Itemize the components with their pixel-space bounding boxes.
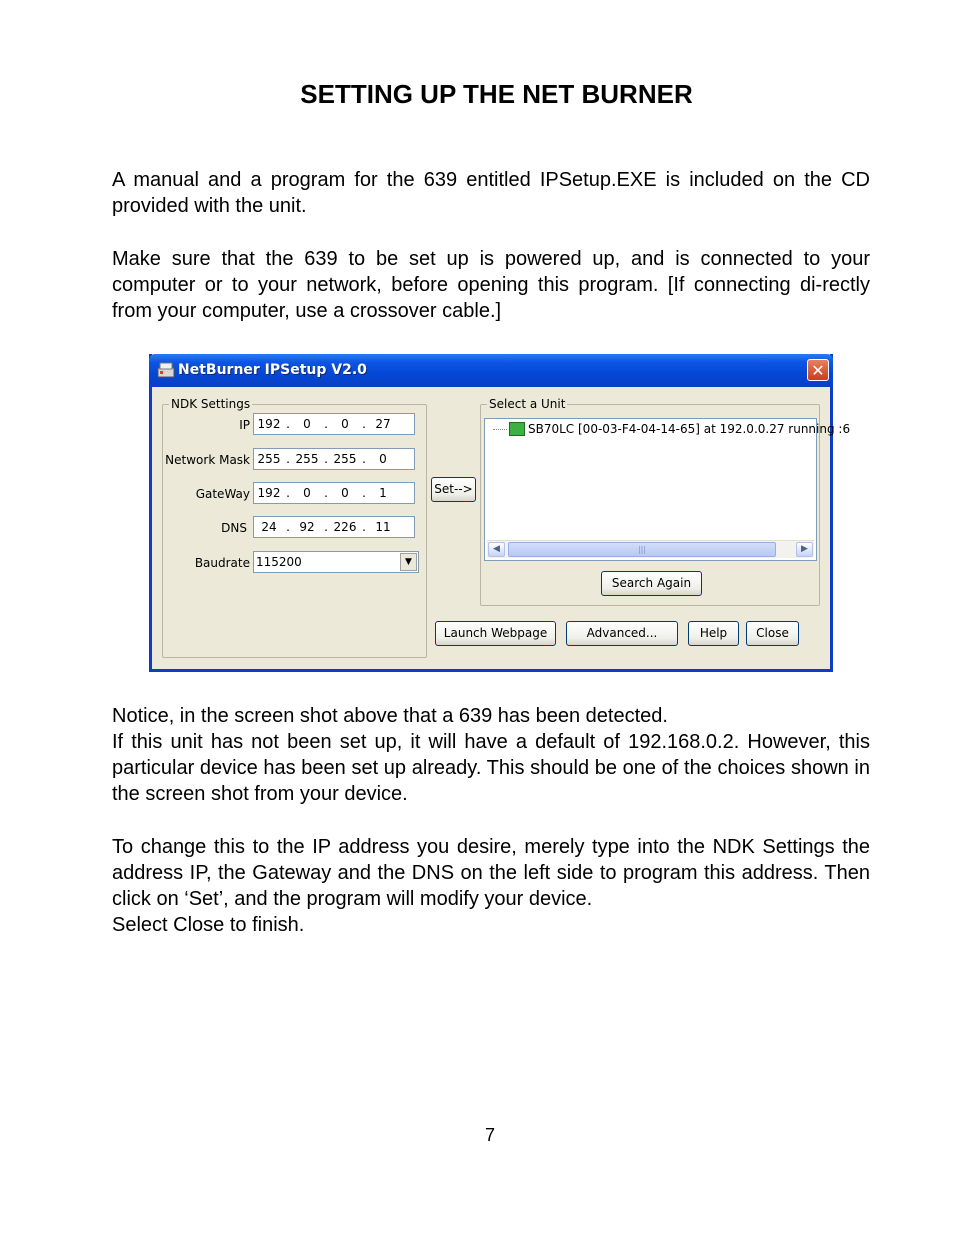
gateway-octet-2: 0: [303, 486, 311, 500]
dns-octet-2: 92: [299, 520, 315, 534]
intro-paragraph: [112, 167, 870, 219]
mask-octet-4: 0: [379, 452, 387, 466]
horizontal-scrollbar[interactable]: [487, 540, 814, 558]
dns-octet-4: 11: [375, 520, 391, 534]
gateway-input[interactable]: 192 . 0 . 0 . 1: [253, 482, 415, 504]
ndk-settings-label: NDK Settings: [171, 397, 251, 411]
select-unit-label: Select a Unit: [489, 397, 566, 411]
ipsetup-window: [149, 354, 851, 672]
gateway-label: GateWay: [195, 487, 250, 501]
page-title: SETTING UP THE NET BURNER: [300, 79, 693, 109]
window-title: NetBurner IPSetup V2.0: [178, 362, 367, 378]
intro-text: A manual and a program for the 639 entitled IPSetup.EXE is included on the CD provided with the unit.: [112, 169, 870, 217]
dns-octet-1: 24: [261, 520, 277, 534]
unit-item-text: SB70LC [00-03-F4-04-14-65] at 192.0.0.27 running :6: [528, 422, 851, 436]
set-button[interactable]: Set-->: [431, 477, 476, 502]
unit-list-item[interactable]: [493, 422, 850, 436]
gateway-octet-1: 192: [257, 486, 281, 500]
change-line-2: Select Close to finish.: [112, 914, 305, 936]
notice-line-2: If this unit has not been set up, it will have a default of 192.168.0.2. However, this particular device has been set up already. This should be one of the choices shown in the screen shot from your device.: [112, 731, 870, 805]
scroll-thumb[interactable]: |||: [508, 542, 776, 557]
ip-label: IP: [239, 418, 250, 432]
help-button[interactable]: Help: [688, 621, 739, 646]
ip-octet-1: 192: [257, 417, 281, 431]
window-titlebar: [149, 354, 833, 387]
advanced-button[interactable]: Advanced...: [566, 621, 678, 646]
close-button[interactable]: Close: [746, 621, 799, 646]
setup-text: Make sure that the 639 to be set up is powered up, and is connected to your computer or to your network, before opening this program. [If connecting di-rectly from your computer, use a crossover cable.]: [112, 248, 870, 322]
launch-webpage-button[interactable]: Launch Webpage: [435, 621, 556, 646]
ip-octet-4: 27: [375, 417, 391, 431]
scroll-right-icon[interactable]: ▶: [796, 542, 813, 557]
dns-octet-3: 226: [333, 520, 357, 534]
mask-octet-1: 255: [257, 452, 281, 466]
notice-line-1: Notice, in the screen shot above that a 639 has been detected.: [112, 705, 668, 727]
notice-paragraph: [112, 703, 870, 807]
gateway-octet-3: 0: [341, 486, 349, 500]
mask-label: Network Mask: [165, 453, 250, 467]
ip-octet-3: 0: [341, 417, 349, 431]
baudrate-label: Baudrate: [194, 556, 250, 570]
dns-label: DNS: [221, 521, 247, 535]
unit-listbox[interactable]: [484, 418, 851, 561]
baudrate-value: 115200: [256, 555, 302, 569]
ip-input[interactable]: 192 . 0 . 0 . 27: [253, 413, 415, 435]
ip-octet-2: 0: [303, 417, 311, 431]
setup-paragraph: [112, 246, 870, 324]
dropdown-arrow-icon[interactable]: ▼: [400, 553, 417, 571]
gateway-octet-4: 1: [379, 486, 387, 500]
mask-octet-3: 255: [333, 452, 357, 466]
search-again-button[interactable]: Search Again: [601, 571, 702, 596]
change-line-1: To change this to the IP address you desire, merely type into the NDK Settings the address IP, the Gateway and the DNS on the left side to program this address. Then click on ‘Set’, and the program will modify your device.: [112, 836, 870, 910]
scroll-left-icon[interactable]: ◀: [488, 542, 505, 557]
baudrate-select[interactable]: [253, 551, 419, 573]
network-mask-input[interactable]: 255 . 255 . 255 . 0: [253, 448, 415, 470]
app-icon: [157, 362, 175, 378]
change-paragraph: [112, 834, 870, 938]
mask-octet-2: 255: [295, 452, 319, 466]
window-close-icon[interactable]: ✕: [807, 359, 829, 381]
device-icon: [509, 422, 525, 436]
dns-input[interactable]: 24 . 92 . 226 . 11: [253, 516, 415, 538]
page-number: 7: [484, 1125, 495, 1145]
